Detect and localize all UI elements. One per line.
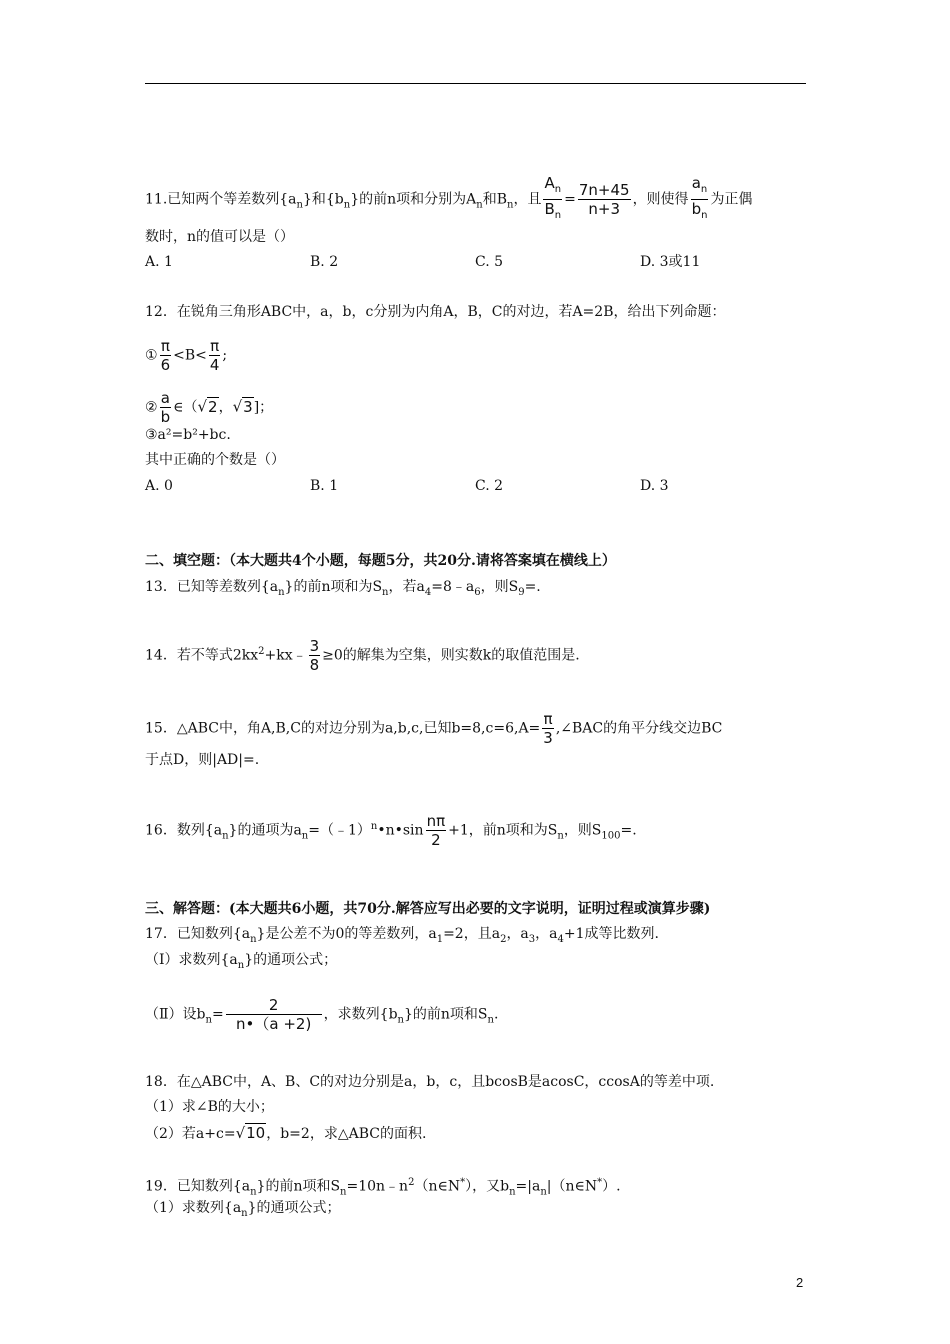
question-11-line-1: 11.已知两个等差数列$\{a_n\}$和$\{b_n\}$的前n项和分别为$A_n$和$B_n$，且 $\frac{A_n}{B_n}$ = $\frac{7n+45}{n+3}$ ，则使得 $\frac{a_n}{b_n}$ 为正偶 xyxy=(145,174,752,225)
fraction-7n45-n3: $\frac{7n+45}{n+3}$ xyxy=(578,181,630,218)
question-12-proposition-2: ② $\frac{a}{b}$ ∈（√2，√3]； xyxy=(145,389,274,426)
question-19-part-1: （1）求数列$\{a_n\}$的通项公式； xyxy=(145,1200,341,1219)
option-c: C. 5 xyxy=(475,254,504,270)
option-d: D. 3或11 xyxy=(640,254,701,270)
question-12-options: A. 0 B. 1 C. 2 D. 3 xyxy=(145,478,669,494)
question-19-line-1: 19．已知数列$\{a_n\}$的前n项和$S_n=10n﹣n^2(n\in N^*)$，又$b_n=|a_n|(n\in N^*)$. xyxy=(145,1177,621,1198)
question-14: 14．若不等式$2kx^2+kx﹣$ $\frac{3}{8}$ ≥0的解集为空集，则实数k的取值范围是. xyxy=(145,637,580,674)
option-b: B. 2 xyxy=(310,254,339,270)
fraction-An-Bn: $\frac{A_n}{B_n}$ xyxy=(544,174,562,221)
question-11-line-2: 数时，n的值可以是（） xyxy=(145,229,295,245)
sqrt-2: √2 xyxy=(197,397,218,416)
question-12-proposition-3: ③a²=b²+bc. xyxy=(145,427,231,443)
question-11-options xyxy=(145,252,805,272)
question-17-part-2: （Ⅱ）设$b_n=$ $\frac{2}{n•(a +2)}$ ，求数列$\{b_n\}$的前n项和$S_n$. xyxy=(145,996,499,1033)
question-15-line-1: 15．△ABC中，角A,B,C的对边分别为a,b,c,已知b=8,c=6,A= $\frac{\pi}{3}$ ,∠BAC的角平分线交边BC xyxy=(145,710,723,747)
header-rule xyxy=(145,83,806,84)
sqrt-3: √3 xyxy=(232,397,253,416)
question-15-line-2: 于点D，则|AD|=. xyxy=(145,752,260,768)
question-12-line-1: 12．在锐角三角形ABC中，a，b，c分别为内角A，B，C的对边，若A=2B，给出下列命题： xyxy=(145,304,726,320)
question-16: 16．数列$\{a_n\}$的通项为$a_n=(﹣1)^n•n•\sin$ $\frac{n\pi}{2}$ +1，前n项和为$S_n$，则$S_{100}=$. xyxy=(145,812,637,849)
section-3-heading: 三、解答题：(本大题共6小题，共70分.解答应写出必要的文字说明，证明过程或演算步骤) xyxy=(145,901,711,917)
question-17-part-1: （Ⅰ）求数列$\{a_n\}$的通项公式； xyxy=(145,952,338,971)
page-number: 2 xyxy=(796,1275,804,1290)
question-17-line-1: 17．已知数列$\{a_n\}$是公差不为0的等差数列，$a_1=2$，且$a_2$，$a_3$，$a_4+1$成等比数列. xyxy=(145,926,659,945)
section-2-heading: 二、填空题：（本大题共4个小题，每题5分，共20分.请将答案填在横线上） xyxy=(145,553,616,569)
question-18-line-1: 18．在△ABC中，A、B、C的对边分别是a，b，c，且bcosB是acosC，ccosA的等差中项. xyxy=(145,1074,715,1090)
option-a: A. 1 xyxy=(145,254,173,270)
sqrt-10: √10 xyxy=(235,1124,266,1142)
question-18-part-1: （1）求∠B的大小； xyxy=(145,1099,274,1115)
question-18-part-2: （2）若a+c=√10，b=2，求△ABC的面积. xyxy=(145,1124,427,1142)
question-13: 13．已知等差数列$\{a_n\}$的前n项和为$S_n$，若$a_4=8﹣a_6$，则$S_9=$. xyxy=(145,579,541,598)
question-12-proposition-1: ① $\frac{\pi}{6}$ <B< $\frac{\pi}{4}$ ; xyxy=(145,337,228,374)
question-12-ask: 其中正确的个数是（） xyxy=(145,452,285,468)
fraction-an-bn: $\frac{a_n}{b_n}$ xyxy=(691,174,708,221)
